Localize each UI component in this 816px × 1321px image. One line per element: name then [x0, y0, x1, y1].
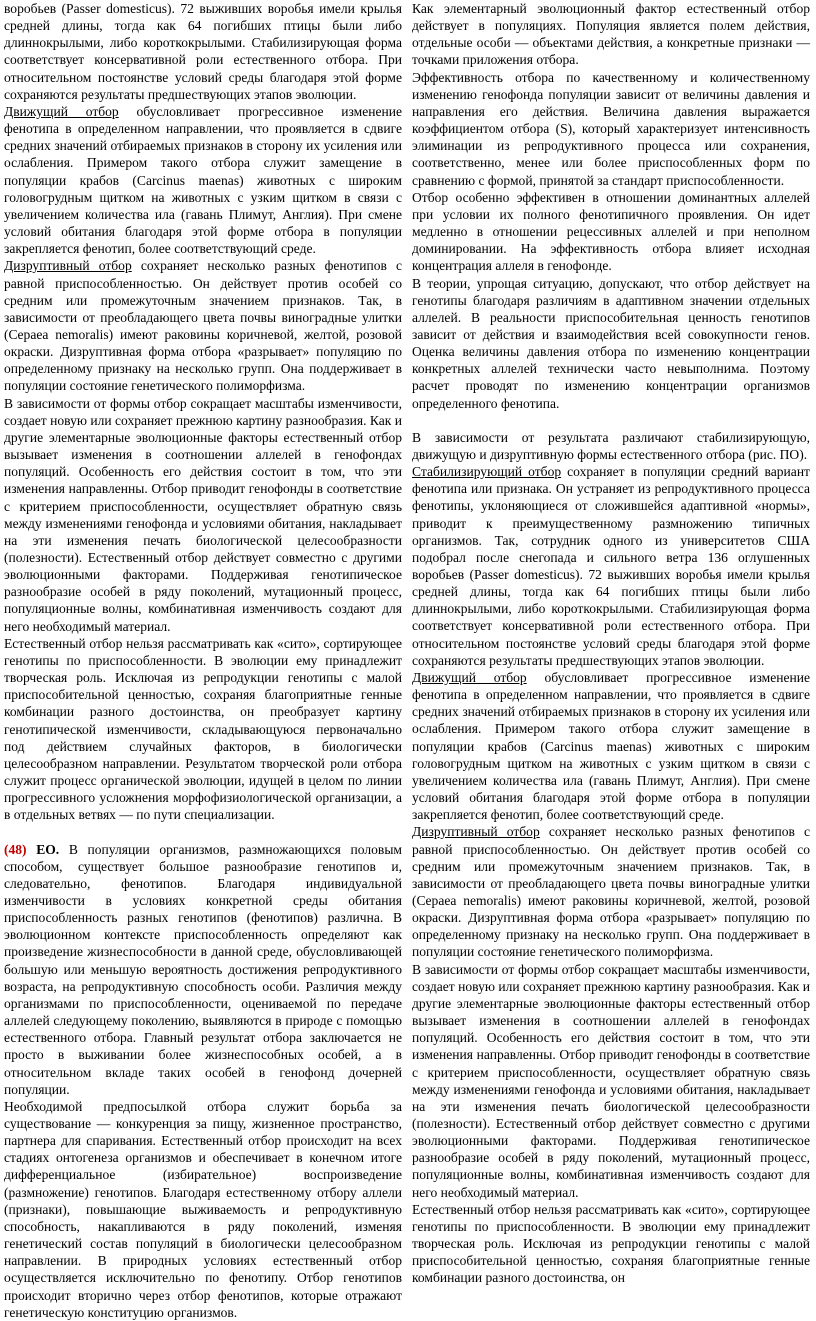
- term-directional-selection: Движущий отбор: [412, 669, 527, 685]
- paragraph-text: сохраняет несколько разных фенотипов с равной приспособленностью. Он действует против особей со средним или промежуточным значением признаков. Так, в зависимости от преобладающего цвета почвы виноградные улитки (Cepaea nemoralis) имеют раковины коричневой, желтой, розовой окраски. Дизруптивная форма отбора «разрывает» популяцию по определенному признаку на несколько групп. Она поддерживает в популяции состояние генетического полиморфизма.: [412, 824, 811, 960]
- paragraph: Естественный отбор нельзя рассматривать как «сито», сортирующее генотипы по приспособленности. В эволюции ему принадлежит творческая роль. Исключая из репродукции генотипы с малой приспособительной ценностью, сохраняя благоприятные генные комбинации разного достоинства, он преобразует картину генотипической изменчивости, складывающуюся первоначально под действием случайных факторов, в биологически целесообразном направлении. Результатом творческой роли отбора служит процесс органической эволюции, идущей в целом по линии прогрессивного усложнения морфофизиологической организации, а в отдельных ветвях — по пути специализации.: [4, 635, 402, 823]
- paragraph: Отбор особенно эффективен в отношении доминантных аллелей при условии их полного фенотипичного проявления. Он идет медленно в отношении рецессивных аллелей и при неполном доминировании. На эффективность отбора влияет исходная концентрация аллеля в генофонде.: [412, 189, 810, 274]
- paragraph: В зависимости от формы отбор сокращает масштабы изменчивости, создает новую или сохраняет прежнюю картину разнообразия. Как и другие элементарные эволюционные факторы естественный отбор вызывает изменения в соотношении аллелей в генофондах популяций. Особенность его действия состоит в том, что эти изменения направленны. Отбор приводит генофонды в соответствие с критерием приспособленности, осуществляет обратную связь между изменениями генофонда и условиями обитания, накладывает на эти изменения печать биологической целесообразности (полезности). Естественный отбор действует совместно с другими эволюционными факторами. Поддерживая генотипическое разнообразие особей в ряду поколений, мутационный процесс, популяционные волны, комбинативная изменчивость создают для него необходимый материал.: [4, 395, 402, 634]
- term-stabilizing-selection: Стабилизирующий отбор: [412, 464, 562, 480]
- paragraph: [4, 257, 402, 394]
- paragraph-text: обусловливает прогрессивное изменение фенотипа в определенном направлении, что проявляется в сдвиге средних значений отбираемых признаков в сторону их усиления или ослабления. Примером такого отбора служит замещение в популяции крабов (Carcinus maenas) животных с широким головогрудным щитком на животных с узким щитком в связи с увеличением количества ила (гавань Плимут, Англия). При смене условий обитания благодаря этой форме отбора в популяции закрепляется фенотип, более соответствующий среде.: [4, 103, 402, 257]
- paragraph: В зависимости от результата различают стабилизирующую, движущую и дизруптивную формы естественного отбора (рис. ПО).: [412, 429, 810, 462]
- right-column: [412, 0, 811, 1286]
- paragraph: [412, 823, 810, 960]
- paragraph: Эффективность отбора по качественному и количественному изменению генофонда популяции зависит от величины давления и направления его действия. Величина давления выражается коэффициентом отбора (S), который характеризует интенсивность элиминации из репродуктивного процесса или сохранения, соответственно, менее или более приспособленных форм по сравнению с формой, принятой за стандарт приспособленности.: [412, 69, 810, 188]
- paragraph-text: В популяции организмов, размножающихся половым способом, существует большое разнообразие генотипов и, следовательно, фенотипов. Благодаря индивидуальной изменчивости в условиях конкретной среды обитания приспособленность разных генотипов (фенотипов) различна. В эволюционном контексте приспособленность определяют как произведение жизнеспособности в данной среде, обусловливающей большую или меньшую вероятность достижения репродуктивного возраста, на репродуктивную способность особи. Различия между организмами по приспособленности, оцениваемой по передаче аллелей следующему поколению, выявляются в природе с помощью естественного отбора. Главный результат отбора заключается не просто в выживании более жизнеспособных особей, а в относительном вкладе таких особей в генофонд дочерней популяции.: [4, 841, 402, 1097]
- paragraph-text: обусловливает прогрессивное изменение фенотипа в определенном направлении, что проявляется в сдвиге средних значений отбираемых признаков в сторону их усиления или ослабления. Примером такого отбора служит замещение в популяции крабов (Carcinus maenas) животных с широким головогрудным щитком на животных с узким щитком в связи с увеличением количества ила (гавань Плимут, Англия). При смене условий обитания благодаря этой форме отбора в популяции закрепляется фенотип, более соответствующий среде.: [412, 669, 810, 823]
- section-number: (48): [4, 841, 27, 857]
- term-disruptive-selection: Дизруптивный отбор: [4, 258, 132, 274]
- paragraph: В теории, упрощая ситуацию, допускают, что отбор действует на генотипы благодаря различиям в адаптивном значении отдельных аллелей. В реальности приспособительная ценность генотипов зависит от действия и взаимодействия всей совокупности генов. Оценка величины давления отбора по изменению концентрации конкретных аллелей технически часто невыполнима. Поэтому расчет проводят по изменению концентрации организмов определенного фенотипа.: [412, 275, 810, 411]
- paragraph: [412, 463, 810, 669]
- paragraph: В зависимости от формы отбор сокращает масштабы изменчивости, создает новую или сохраняет прежнюю картину разнообразия. Как и другие элементарные эволюционные факторы естественный отбор вызывает изменения в соотношении аллелей в генофондах популяций. Особенность его действия состоит в том, что эти изменения направленны. Отбор приводит генофонды в соответствие с критерием приспособленности, осуществляет обратную связь между изменениями генофонда и условиями обитания, накладывает на эти изменения печать биологической целесообразности (полезности). Естественный отбор действует совместно с другими эволюционными факторами. Поддерживая генотипическое разнообразие особей в ряду поколений, мутационный процесс, популяционные волны, комбинативная изменчивость создают для него необходимый материал.: [412, 961, 810, 1200]
- paragraph: воробьев (Passer domesticus). 72 выживших воробья имели крылья средней длины, тогда как 64 погибших птицы были либо длиннокрылыми, либо короткокрылыми. Стабилизирующая форма соответствует консервативной роли естественного отбора. При относительном постоянстве условий среды благодаря этой форме сохраняются результаты предшествующих этапов эволюции.: [4, 1, 402, 102]
- paragraph: Естественный отбор нельзя рассматривать как «сито», сортирующее генотипы по приспособленности. В эволюции ему принадлежит творческая роль. Исключая из репродукции генотипы с малой приспособительной ценностью, сохраняя благоприятные генные комбинации разного достоинства, он: [412, 1201, 810, 1286]
- paragraph: Необходимой предпосылкой отбора служит борьба за существование — конкуренция за пищу, жизненное пространство, партнера для спаривания. Естественный отбор происходит на всех стадиях онтогенеза организмов и обеспечивает в конечном итоге дифференциальное (избирательное) воспроизведение (размножение) генотипов. Благодаря естественному отбору аллели (признаки), повышающие выживаемость и репродуктивную способность, накапливаются в ряду поколений, изменяя генетический состав популяций в биологически целесообразном направлении. В природных условиях естественный отбор осуществляется исключительно по фенотипу. Отбор генотипов происходит вторично через отбор фенотипов, которые отражают генетическую конституцию организмов.: [4, 1098, 402, 1320]
- term-disruptive-selection: Дизруптивный отбор: [412, 824, 540, 840]
- paragraph-text: сохраняет несколько разных фенотипов с равной приспособленностью. Он действует против особей со средним или промежуточным значением признаков. Так, в зависимости от преобладающего цвета почвы виноградные улитки (Cepaea nemoralis) имеют раковины коричневой, желтой, розовой окраски. Дизруптивная форма отбора «разрывает» популяцию по определенному признаку на несколько групп. Она поддерживает в популяции состояние генетического полиморфизма.: [4, 258, 403, 394]
- paragraph: [412, 669, 810, 823]
- section-48: [4, 841, 402, 1098]
- paragraph-text: сохраняет в популяции средний вариант фенотипа или признака. Он устраняет из репродуктивного процесса фенотипы, уклоняющиеся от сложившейся адаптивной «нормы», приводит к преимущественному размножению типичных организмов. Так, сотрудник одного из университетов США подобрал после снегопада и сильного ветра 136 оглушенных воробьев (Passer domesticus). 72 выживших воробья имели крылья средней длины, тогда как 64 погибших птицы были либо длиннокрылыми, либо короткокрылыми. Стабилизирующая форма соответствует консервативной роли естественного отбора. При относительном постоянстве условий среды благодаря этой форме сохраняются результаты предшествующих этапов эволюции.: [412, 464, 810, 668]
- paragraph: Как элементарный эволюционный фактор естественный отбор действует в популяциях. Популяция является полем действия, отдельные особи — объектами действия, а конкретные признаки — точками приложения отбора.: [412, 1, 810, 68]
- term-directional-selection: Движущий отбор: [4, 103, 119, 119]
- section-label: ЕО.: [36, 841, 60, 857]
- left-column: [4, 0, 403, 1320]
- paragraph: [4, 103, 402, 257]
